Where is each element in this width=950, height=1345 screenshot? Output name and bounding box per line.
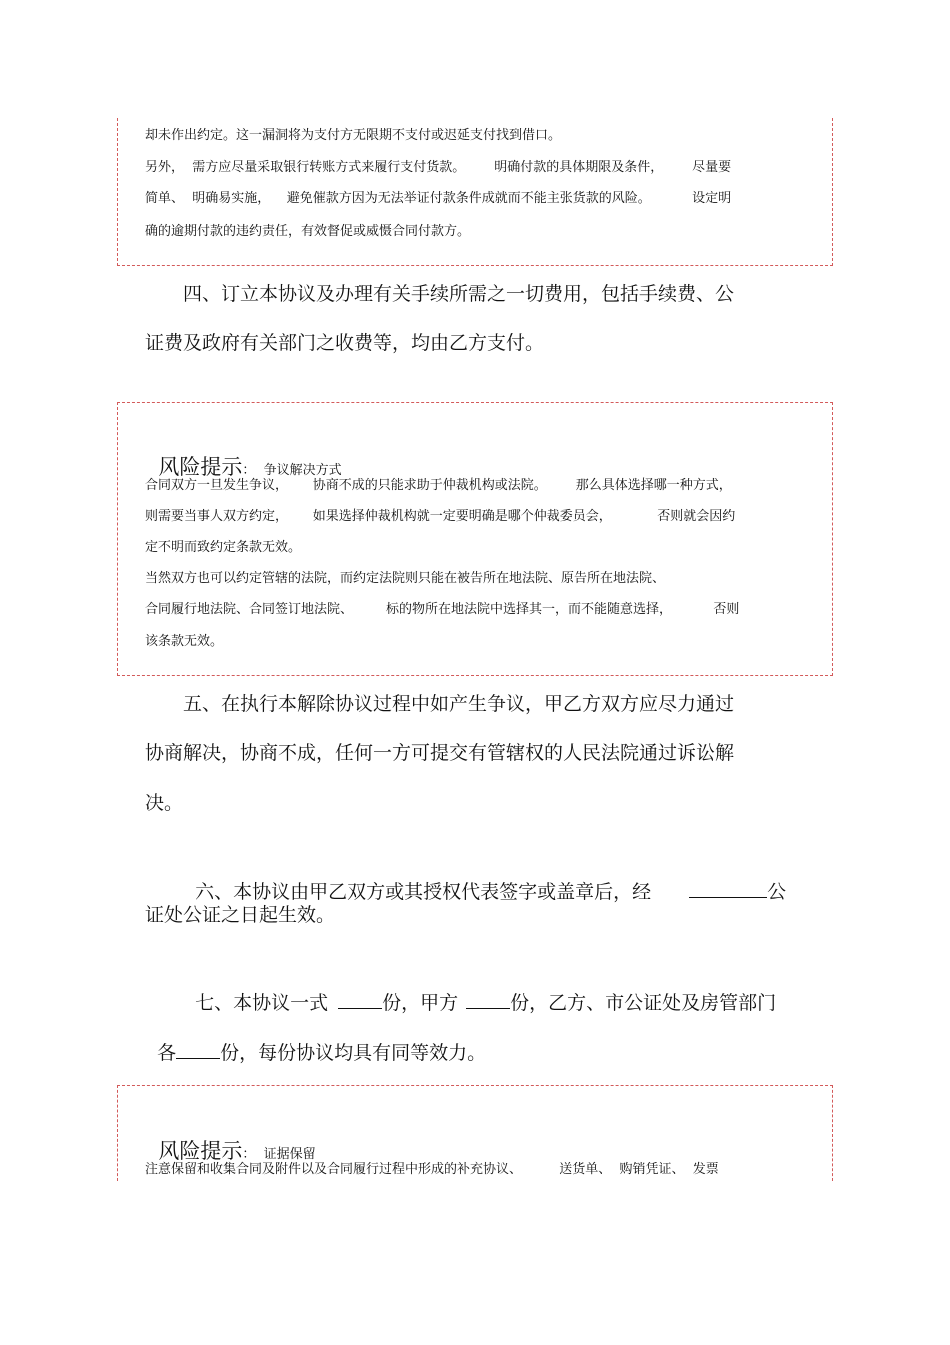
risk-title-text: 风险提示 (158, 1139, 243, 1163)
risk-text-line: 却未作出约定。这一漏洞将为支付方无限期不支付或迟延支付找到借口。 (145, 128, 562, 143)
clause-5-line-3: 决。 (145, 792, 184, 814)
risk-text-line: 合同双方一旦发生争议， 协商不成的只能求助于仲裁机构或法院。 那么具体选择哪一种方式， (145, 478, 732, 493)
risk-title (145, 1112, 316, 1168)
clause-7-text-e: 份，每份协议均具有同等效力。 (220, 1042, 487, 1064)
clause-7-line-1 (183, 964, 776, 1016)
clause-5-line-2: 协商解决，协商不成，任何一方可提交有管辖权的人民法院通过诉讼解 (145, 742, 735, 764)
clause-5-line-1: 五、在执行本解除协议过程中如产生争议，甲乙方双方应尽力通过 (183, 693, 735, 715)
clause-7-text-c: 份，乙方、市公证处及房管部门 (510, 992, 777, 1014)
risk-title-text: 风险提示 (158, 455, 243, 479)
risk-text-line: 注意保留和收集合同及附件以及合同履行过程中形成的补充协议、 送货单、 购销凭证、 发票 (145, 1162, 719, 1177)
clause-6-line-1 (183, 853, 786, 905)
risk-text-line: 合同履行地法院、合同签订地法院、 标的物所在地法院中选择其一，而不能随意选择， 否则 (145, 602, 740, 617)
copies-total-blank[interactable] (338, 990, 382, 1009)
copies-others-blank[interactable] (176, 1040, 220, 1059)
risk-subtitle: ： 证据保留 (242, 1147, 316, 1162)
risk-text-line: 定不明而致约定条款无效。 (145, 540, 302, 555)
risk-title (145, 428, 342, 484)
clause-7-text-b: 份，甲方 (382, 992, 459, 1014)
clause-6-text-a: 六、本协议由甲乙双方或其授权代表签字或盖章后，经 (195, 881, 652, 903)
clause-7-line-2 (145, 1014, 486, 1066)
notary-office-blank[interactable] (689, 879, 767, 898)
clause-6-line-2: 证处公证之日起生效。 (145, 904, 336, 926)
risk-text-line: 则需要当事人双方约定， 如果选择仲裁机构就一定要明确是哪个仲裁委员会， 否则就会因约 (145, 509, 736, 524)
clause-7-text-a: 七、本协议一式 (195, 992, 329, 1014)
risk-text-line: 确的逾期付款的违约责任，有效督促或威慑合同付款方。 (145, 224, 471, 239)
risk-subtitle: ： 争议解决方式 (242, 463, 342, 478)
copies-party-a-blank[interactable] (466, 990, 510, 1009)
risk-text-line: 另外， 需方应尽量采取银行转账方式来履行支付货款。 明确付款的具体期限及条件， 尽量要 (145, 160, 732, 175)
risk-text-line: 简单、 明确易实施， 避免催款方因为无法举证付款条件成就而不能主张货款的风险。 设定明 (145, 191, 732, 206)
risk-text-line: 当然双方也可以约定管辖的法院，而约定法院则只能在被告所在地法院、原告所在地法院、 (145, 571, 666, 586)
clause-7-text-d: 各 (157, 1042, 177, 1064)
clause-4-line-2: 证费及政府有关部门之收费等，均由乙方支付。 (145, 332, 545, 354)
risk-text-line: 该条款无效。 (145, 634, 224, 649)
clause-4-line-1: 四、订立本协议及办理有关手续所需之一切费用，包括手续费、公 (183, 283, 735, 305)
clause-6-text-b: 公 (767, 881, 787, 903)
